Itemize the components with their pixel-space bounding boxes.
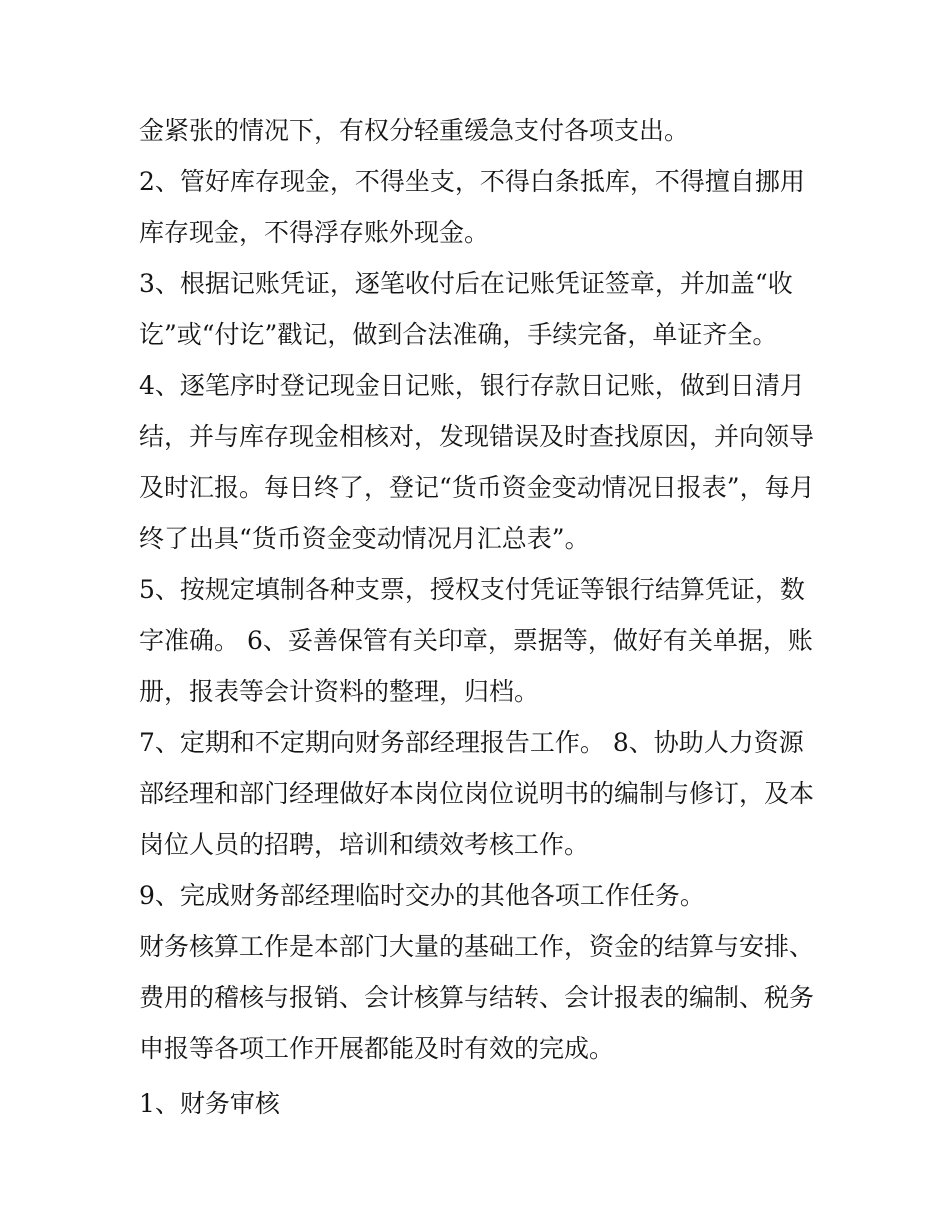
text-line: 岗位人员的招聘，培训和绩效考核工作。 [139,830,590,859]
text-line: 费用的稽核与报销、会计核算与结转、会计报表的编制、税务 [139,983,815,1012]
text-line: 金紧张的情况下，有权分轻重缓急支付各项支出。 [139,116,690,145]
section-heading: 1、财务审核 [139,1089,280,1118]
text-line: 册，报表等会计资料的整理，归档。 [139,677,540,706]
text-line: 3、根据记账凭证，逐笔收付后在记账凭证签章，并加盖“收 [139,269,793,298]
text-line: 申报等各项工作开展都能及时有效的完成。 [139,1034,615,1063]
text-line: 库存现金，不得浮存账外现金。 [139,218,490,247]
text-line: 2、管好库存现金，不得坐支，不得白条抵库，不得擅自挪用 [139,167,805,196]
document-body [139,105,829,1129]
text-line: 5、按规定填制各种支票，授权支付凭证等银行结算凭证，数 [139,575,805,604]
text-line: 终了出具“货币资金变动情况月汇总表”。 [139,524,590,553]
text-line: 字准确。 6、妥善保管有关印章，票据等，做好有关单据，账 [139,626,813,655]
text-line: 9、完成财务部经理临时交办的其他各项工作任务。 [139,881,705,910]
text-line: 7、定期和不定期向财务部经理报告工作。 8、协助人力资源 [139,728,804,757]
text-line: 财务核算工作是本部门大量的基础工作，资金的结算与安排、 [139,932,815,961]
text-line: 讫”或“付讫”戳记，做到合法准确，手续完备，单证齐全。 [139,320,778,349]
text-line: 部经理和部门经理做好本岗位岗位说明书的编制与修订，及本 [139,779,815,808]
text-line: 4、逐笔序时登记现金日记账，银行存款日记账，做到日清月 [139,371,805,400]
text-line: 及时汇报。每日终了，登记“货币资金变动情况日报表”，每月 [139,473,815,502]
text-line: 结，并与库存现金相核对，发现错误及时查找原因，并向领导 [139,422,815,451]
